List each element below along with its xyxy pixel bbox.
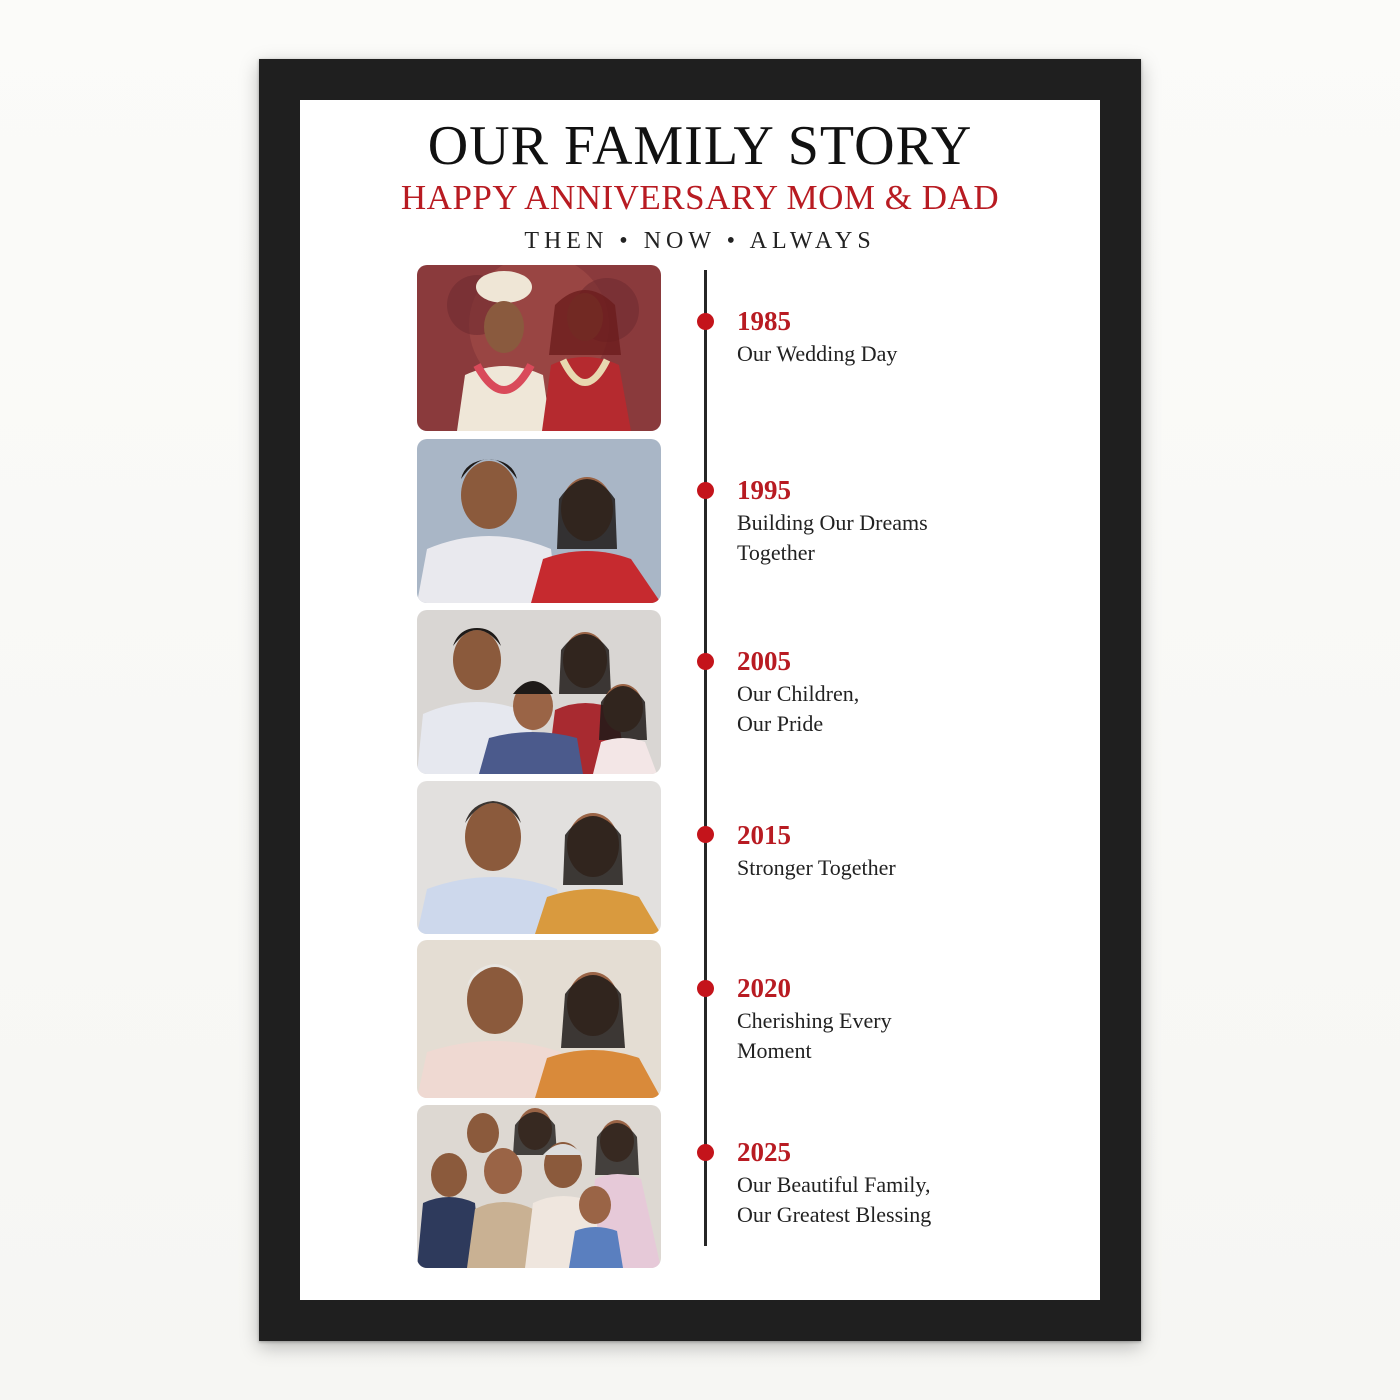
photo-couple-2020 bbox=[417, 940, 661, 1098]
timeline-entry bbox=[737, 474, 1077, 568]
timeline-year: 2005 bbox=[737, 646, 791, 676]
timeline-caption: Our Beautiful Family, Our Greatest Blessing bbox=[737, 1172, 932, 1227]
timeline-dot bbox=[697, 313, 714, 330]
timeline-dot bbox=[697, 653, 714, 670]
picture-frame bbox=[259, 59, 1141, 1341]
timeline-entry bbox=[737, 1136, 1077, 1230]
timeline-year: 1985 bbox=[737, 306, 791, 336]
poster-subtitle: HAPPY ANNIVERSARY MOM & DAD bbox=[400, 178, 1000, 217]
timeline-caption: Our Children, Our Pride bbox=[737, 681, 860, 736]
timeline-entry bbox=[737, 645, 1077, 739]
photo-couple-1995 bbox=[417, 439, 661, 603]
timeline-dot bbox=[697, 980, 714, 997]
timeline-caption: Stronger Together bbox=[737, 855, 896, 880]
poster bbox=[300, 100, 1100, 1300]
timeline-year: 2015 bbox=[737, 820, 791, 850]
timeline-entry bbox=[737, 819, 1077, 883]
timeline-entry bbox=[737, 972, 1077, 1066]
photo-couple-2015 bbox=[417, 781, 661, 934]
timeline-dot bbox=[697, 1144, 714, 1161]
timeline-year: 2020 bbox=[737, 973, 791, 1003]
timeline-caption: Cherishing Every Moment bbox=[737, 1008, 892, 1063]
timeline-year: 2025 bbox=[737, 1137, 791, 1167]
poster-tagline: THEN • NOW • ALWAYS bbox=[524, 228, 876, 254]
photo-family-2005 bbox=[417, 610, 661, 774]
photo-family-2025 bbox=[417, 1105, 661, 1268]
timeline-caption: Our Wedding Day bbox=[737, 341, 898, 366]
photo-wedding bbox=[417, 265, 661, 431]
timeline-year: 1995 bbox=[737, 475, 791, 505]
poster-title: OUR FAMILY STORY bbox=[427, 115, 973, 177]
timeline-entry bbox=[737, 305, 1077, 369]
timeline-dot bbox=[697, 826, 714, 843]
timeline-caption: Building Our Dreams Together bbox=[737, 510, 928, 565]
timeline-line bbox=[704, 270, 707, 1246]
timeline-dot bbox=[697, 482, 714, 499]
